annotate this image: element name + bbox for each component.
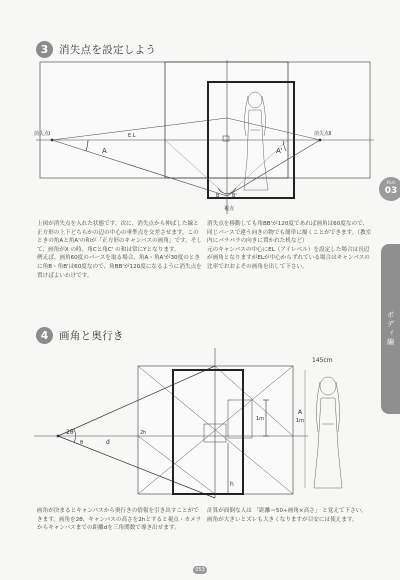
- label-height-h: h: [230, 481, 234, 488]
- label-height-2h: 2h: [140, 430, 147, 436]
- section1-text-left: [37, 220, 202, 280]
- part-label: Part: [387, 180, 395, 185]
- part-number: 03: [384, 186, 398, 196]
- paragraph: 例えば、画角60度のパースを取る場合、角A・角A'が30度のときに角B・角B'は60度なので、角BB'が120度になるように消失点を置けばよいわけです。: [37, 255, 202, 279]
- section2-text-left: [37, 507, 202, 533]
- paragraph: 画角が大きいとズレも大きくなりますが目安には使えます。: [207, 516, 358, 523]
- label-right-vp: 消失点Ⅱ: [314, 131, 332, 137]
- paragraph: 元のキャンバスの中心にEL（アイレベル）を設定した場合は長辺が画角となりますがELが中心からずれている場合はキャンバスの比率でおおよその画角を出して下さい。: [207, 246, 370, 270]
- angle-depth-figure: [28, 348, 380, 500]
- label-1m: 1m: [256, 416, 265, 422]
- label-angle-a-prime: A': [276, 147, 283, 155]
- section-heading-angle: [36, 327, 124, 344]
- paragraph: 画角が決まるとキャンバスから奥行きの情報を引き出すことができます。画角を2θ、キャンバスの高さを2hとすると視点・カメラからキャンバスまでの距離dを三角関数で導き出せます。: [37, 508, 202, 532]
- section-heading-vanishing: [36, 41, 156, 58]
- label-angle-b: B: [216, 193, 220, 199]
- label-distance-d: d: [106, 439, 110, 446]
- section-title: 消失点を設定しよう: [59, 44, 157, 56]
- label-angle-a: A: [102, 147, 107, 155]
- paragraph: 消失点を移動しても角BB'が120度であれば画角は60度なので、同じパースで違う向きの物でも簡単に描くことができます。（教室内にバラバラの向きに置かれた机など）: [207, 221, 372, 245]
- section1-text-right: [207, 220, 372, 272]
- section-number-badge: 4: [36, 327, 53, 344]
- label-angle-b-prime: B': [232, 193, 237, 199]
- label-145cm: 145cm: [312, 357, 333, 364]
- page-number: 053: [193, 566, 207, 574]
- label-angle-a: A: [298, 409, 303, 416]
- section2-text-right: [207, 507, 372, 524]
- part-tab[interactable]: [379, 177, 400, 201]
- chapter-tab[interactable]: ボディ編: [381, 244, 400, 414]
- label-eye-level: E.L: [128, 133, 136, 139]
- label-viewpoint: 視点: [224, 206, 235, 212]
- girl-figure-2: [314, 377, 342, 488]
- label-left-vp: 消失点Ⅰ: [34, 131, 51, 137]
- section-number-badge: 3: [36, 41, 53, 58]
- section-title: 画角と奥行き: [59, 330, 124, 342]
- paragraph: 計算が面倒な人は 「距離＝50÷画角×高さ」 と覚えて下さい。: [207, 508, 367, 514]
- paragraph: 上図が消失点を入れた状態です。次に、消失点から伸ばした線と正方形の上下どちらかの辺の中心の垂準点を交差させます。このときの角Aと角A'の和が「正方形のキャンバスの画角」です。そして、画角がX の時、角Cと角C' の和は常にYとなります。: [37, 221, 202, 253]
- label-1m-b: 1m: [296, 418, 305, 424]
- label-theta: θ: [80, 440, 84, 446]
- label-angle: 2θ: [66, 429, 74, 436]
- vanishing-point-figure: [28, 60, 380, 220]
